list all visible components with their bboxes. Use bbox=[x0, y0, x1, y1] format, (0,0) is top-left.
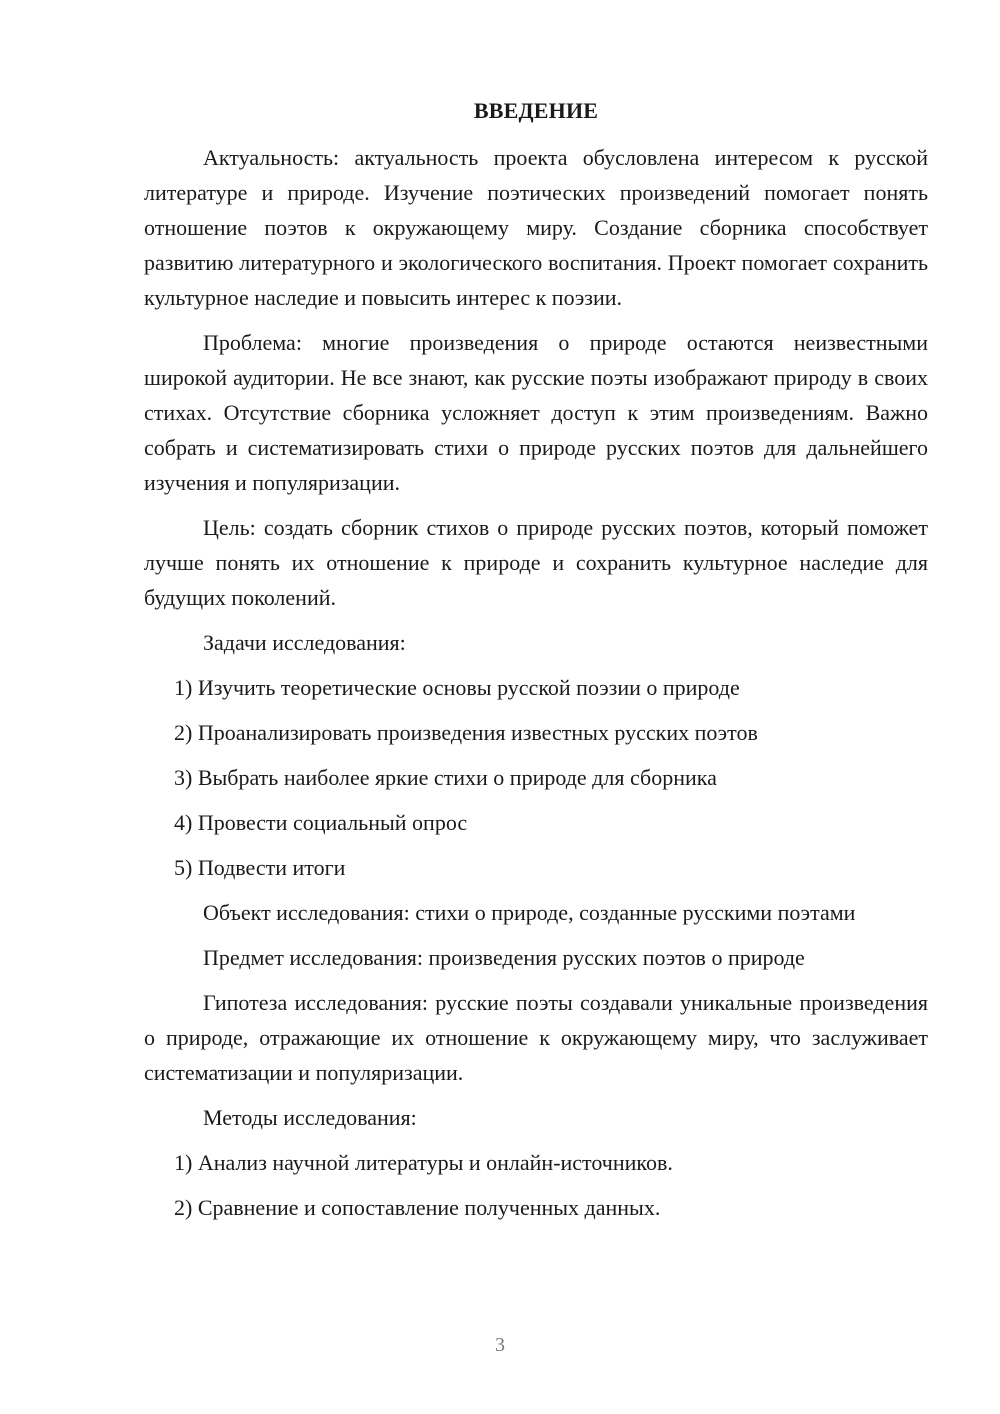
section-title: ВВЕДЕНИЕ bbox=[473, 98, 599, 123]
method-item-1: 1) Анализ научной литературы и онлайн-источников. bbox=[174, 1150, 673, 1175]
hypothesis-paragraph: Гипотеза исследования: русские поэты создавали уникальные произведения о природе, отражающие их отношение к окружающему миру, что заслуживает систематизации и популяризации. bbox=[144, 990, 928, 1085]
task-item-5: 5) Подвести итоги bbox=[174, 855, 346, 880]
relevance-paragraph: Актуальность: актуальность проекта обусловлена интересом к русской литературе и природе. Изучение поэтических произведений помогает понять отношение поэтов к окружающему миру. Создание сборника способствует развитию литературного и экологического воспитания. Проект помогает сохранить культурное наследие и повысить интерес к поэзии. bbox=[144, 145, 928, 310]
method-item-2: 2) Сравнение и сопоставление полученных данных. bbox=[174, 1195, 661, 1220]
task-item-1: 1) Изучить теоретические основы русской поэзии о природе bbox=[174, 675, 740, 700]
methods-heading: Методы исследования: bbox=[203, 1105, 417, 1130]
document-page bbox=[144, 96, 928, 1235]
task-item-2: 2) Проанализировать произведения известных русских поэтов bbox=[174, 720, 758, 745]
page-number: 3 bbox=[495, 1334, 505, 1356]
problem-paragraph: Проблема: многие произведения о природе остаются неизвестными широкой аудитории. Не все знают, как русские поэты изображают природу в своих стихах. Отсутствие сборника усложняет доступ к этим произведениям. Важно собрать и систематизировать стихи о природе русских поэтов для дальнейшего изучения и популяризации. bbox=[144, 330, 928, 495]
tasks-heading: Задачи исследования: bbox=[203, 630, 406, 655]
task-item-3: 3) Выбрать наиболее яркие стихи о природе для сборника bbox=[174, 765, 717, 790]
object-paragraph: Объект исследования: стихи о природе, созданные русскими поэтами bbox=[203, 900, 856, 925]
goal-paragraph: Цель: создать сборник стихов о природе русских поэтов, который поможет лучше понять их отношение к природе и сохранить культурное наследие для будущих поколений. bbox=[144, 515, 928, 610]
subject-paragraph: Предмет исследования: произведения русских поэтов о природе bbox=[203, 945, 805, 970]
task-item-4: 4) Провести социальный опрос bbox=[174, 810, 468, 835]
